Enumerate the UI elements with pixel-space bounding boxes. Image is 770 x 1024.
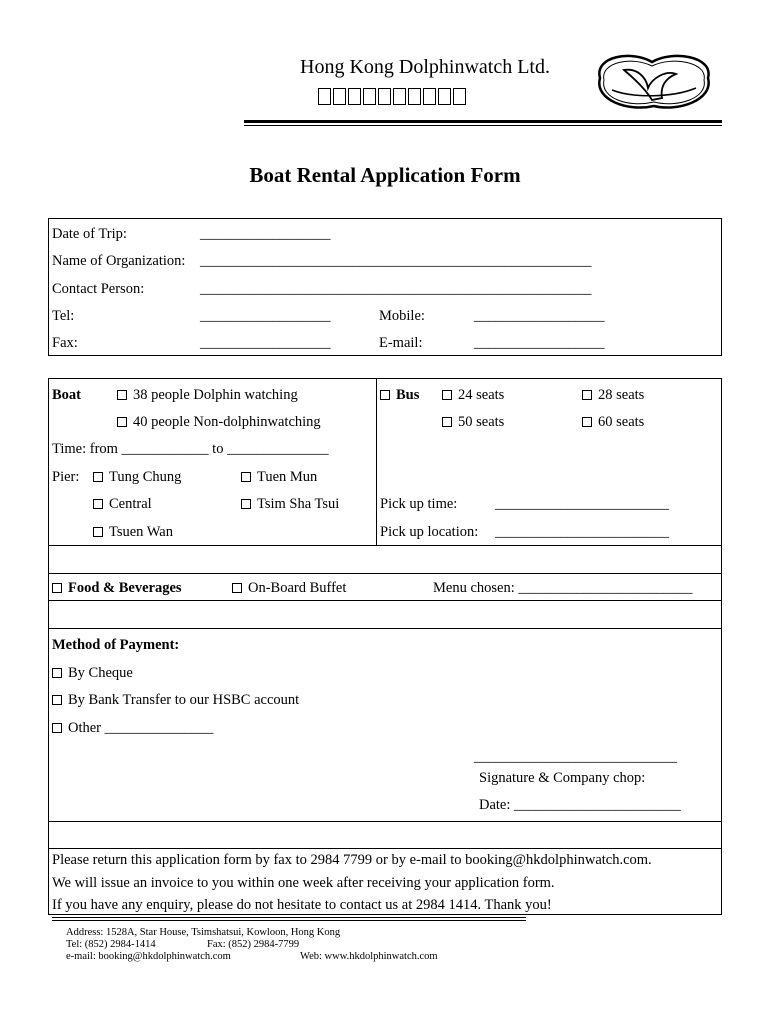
payment-cheque-option[interactable]: By Cheque — [52, 664, 133, 682]
pier-tsim-sha-tsui[interactable]: Tsim Sha Tsui — [241, 495, 339, 513]
checkbox-icon[interactable] — [117, 417, 127, 427]
checkbox-icon[interactable] — [93, 527, 103, 537]
menu-chosen-field[interactable]: Menu chosen: ________________________ — [433, 580, 693, 596]
payment-title: Method of Payment: — [52, 637, 180, 653]
bus-24-seats[interactable]: 24 seats — [442, 386, 504, 404]
organization-field[interactable]: ______________________________________________________ — [200, 253, 592, 269]
bus-28-seats[interactable]: 28 seats — [582, 386, 644, 404]
bus-60-seats[interactable]: 60 seats — [582, 413, 644, 431]
mobile-field[interactable]: __________________ — [474, 308, 605, 324]
footer-address: Address: 1528A, Star House, Tsimshatsui, Kowloon, Hong Kong — [66, 927, 341, 938]
bus-option[interactable]: Bus — [380, 386, 419, 404]
row-divider — [48, 821, 722, 822]
payment-other-option[interactable]: Other _______________ — [52, 719, 213, 737]
header-rule-thin — [244, 125, 722, 126]
mobile-label: Mobile: — [379, 308, 425, 324]
header-rule — [244, 120, 722, 123]
pier-tsuen-wan[interactable]: Tsuen Wan — [93, 523, 173, 541]
checkbox-icon[interactable] — [117, 390, 127, 400]
row-divider — [48, 545, 722, 546]
boat-option-non-dolphin[interactable]: 40 people Non-dolphinwatching — [117, 413, 321, 431]
checkbox-icon[interactable] — [380, 390, 390, 400]
pier-tuen-mun[interactable]: Tuen Mun — [241, 468, 317, 486]
checkbox-icon[interactable] — [241, 472, 251, 482]
row-divider — [48, 600, 722, 601]
signature-label: Signature & Company chop: — [479, 770, 646, 786]
checkbox-icon[interactable] — [52, 695, 62, 705]
organization-label: Name of Organization: — [52, 253, 186, 269]
date-of-trip-label: Date of Trip: — [52, 226, 127, 242]
company-name: Hong Kong Dolphinwatch Ltd. — [300, 56, 550, 78]
signature-date-field[interactable]: Date: _______________________ — [479, 797, 681, 813]
note-enquiry: If you have any enquiry, please do not hesitate to contact us at 2984 1414. Thank you! — [52, 897, 552, 913]
note-return-form: Please return this application form by fax to 2984 7799 or by e-mail to booking@hkdolphinwatch.com. — [52, 852, 652, 868]
email-label: E-mail: — [379, 335, 423, 351]
boat-option-dolphin[interactable]: 38 people Dolphin watching — [117, 386, 298, 404]
row-divider — [48, 848, 722, 849]
footer-rule — [52, 917, 526, 918]
checkbox-icon[interactable] — [442, 390, 452, 400]
checkbox-icon[interactable] — [232, 583, 242, 593]
footer-rule-thin — [52, 920, 526, 921]
payment-bank-option[interactable]: By Bank Transfer to our HSBC account — [52, 691, 299, 709]
tel-field[interactable]: __________________ — [200, 308, 331, 324]
pier-tung-chung[interactable]: Tung Chung — [93, 468, 181, 486]
footer-web: Web: www.hkdolphinwatch.com — [300, 951, 438, 962]
checkbox-icon[interactable] — [582, 390, 592, 400]
bus-50-seats[interactable]: 50 seats — [442, 413, 504, 431]
checkbox-icon[interactable] — [52, 723, 62, 733]
food-beverages-option[interactable]: Food & Beverages — [52, 579, 182, 597]
fax-label: Fax: — [52, 335, 78, 351]
dolphin-tail-logo-icon — [592, 48, 716, 119]
boat-bus-divider — [376, 378, 377, 546]
pier-central[interactable]: Central — [93, 495, 152, 513]
pickup-time-label: Pick up time: — [380, 496, 458, 512]
chinese-company-name-glyphs — [318, 88, 468, 111]
pier-label: Pier: — [52, 469, 80, 485]
checkbox-icon[interactable] — [442, 417, 452, 427]
footer-tel: Tel: (852) 2984-1414 — [66, 939, 156, 950]
signature-field[interactable]: ____________________________ — [474, 749, 677, 765]
checkbox-icon[interactable] — [93, 499, 103, 509]
footer-fax: Fax: (852) 2984-7799 — [207, 939, 300, 950]
row-divider — [48, 573, 722, 574]
checkbox-icon[interactable] — [93, 472, 103, 482]
time-field[interactable]: Time: from ____________ to ______________ — [52, 441, 329, 457]
checkbox-icon[interactable] — [52, 668, 62, 678]
checkbox-icon[interactable] — [52, 583, 62, 593]
onboard-buffet-option[interactable]: On-Board Buffet — [232, 579, 346, 597]
checkbox-icon[interactable] — [241, 499, 251, 509]
row-divider — [48, 628, 722, 629]
date-of-trip-field[interactable]: __________________ — [200, 226, 331, 242]
footer-email: e-mail: booking@hkdolphinwatch.com — [66, 951, 231, 962]
pickup-location-field[interactable]: ________________________ — [495, 524, 669, 540]
email-field[interactable]: __________________ — [474, 335, 605, 351]
tel-label: Tel: — [52, 308, 75, 324]
contact-person-label: Contact Person: — [52, 281, 145, 297]
pickup-time-field[interactable]: ________________________ — [495, 496, 669, 512]
fax-field[interactable]: __________________ — [200, 335, 331, 351]
pickup-location-label: Pick up location: — [380, 524, 479, 540]
checkbox-icon[interactable] — [582, 417, 592, 427]
contact-person-field[interactable]: ______________________________________________________ — [200, 281, 592, 297]
form-title: Boat Rental Application Form — [249, 163, 521, 187]
boat-label: Boat — [52, 387, 81, 403]
note-invoice: We will issue an invoice to you within one week after receiving your application form. — [52, 875, 555, 891]
